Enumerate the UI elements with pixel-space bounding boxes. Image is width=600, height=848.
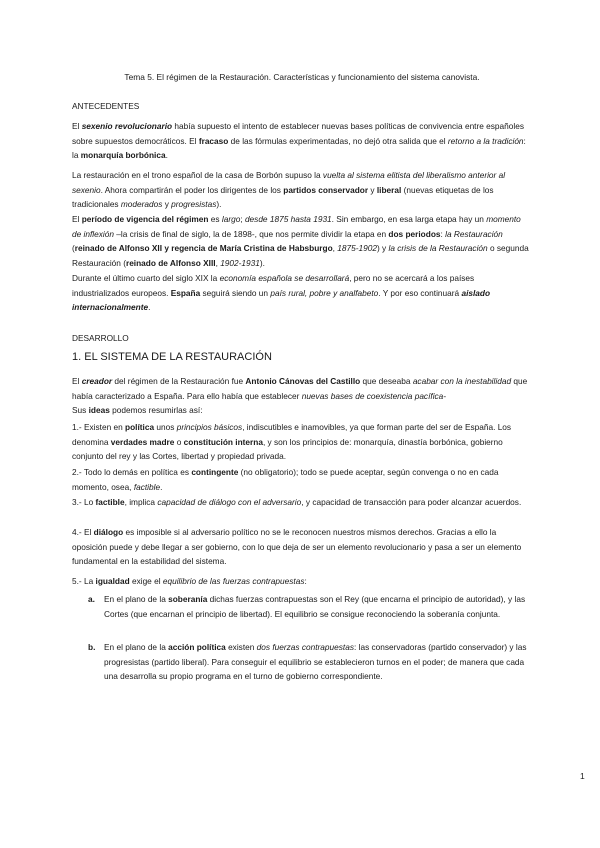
text-run: ). <box>216 199 222 210</box>
text-run: principios básicos <box>176 422 243 432</box>
text-run: El <box>72 214 82 224</box>
text-run: , y capacidad de transacción para poder alcanzar acuerdos. <box>301 497 522 507</box>
text-run: dichas fuerzas contrapuestas son el Rey (que encarna el principio de autoridad), y las Cortes (que encarnan el principio de libertad). El equilibrio se consigue reconociendo la soberanía conjunta. <box>104 594 526 619</box>
text-run: progresistas <box>171 199 217 210</box>
text-run: monarquía borbónica <box>80 150 166 161</box>
text-run: es <box>208 214 222 224</box>
paragraph <box>72 403 532 418</box>
text-run: igualdad <box>95 576 130 586</box>
text-run: 1902-1931 <box>220 257 260 268</box>
text-run: . Sin embargo, en esa larga etapa hay un <box>331 214 487 224</box>
text-run: 1.- Existen en <box>72 422 126 432</box>
text-run: y <box>162 199 172 210</box>
text-run: factible <box>133 481 161 492</box>
text-run: ( <box>72 243 75 254</box>
text-run: seguirá siendo un <box>200 287 271 298</box>
text-run: nuevas bases de coexistencia pacífica <box>301 390 444 401</box>
text-run: : <box>304 576 307 586</box>
text-run: (no obligatorio); todo se puede aceptar, según convenga o no en cada momento, osea, <box>72 467 499 492</box>
text-run: –la crisis de final de siglo, la de 1898-, que nos permite dividir la etapa en <box>113 228 389 239</box>
text-run: , <box>215 257 221 268</box>
list-text <box>104 640 532 684</box>
text-run: diálogo <box>93 527 124 537</box>
text-run: momento de inflexión <box>72 214 521 239</box>
text-run: Sus <box>72 405 89 415</box>
paragraph <box>72 465 532 494</box>
paragraph <box>72 495 532 510</box>
text-run: El <box>72 121 82 131</box>
paragraph <box>72 525 532 569</box>
text-run: sexenio revolucionario <box>81 121 173 131</box>
text-run: que deseaba <box>360 376 413 386</box>
text-run: creador <box>81 376 113 386</box>
paragraph <box>72 271 532 315</box>
text-run: reinado de Alfonso XII y regencia de María Cristina de Habsburgo <box>74 243 333 254</box>
text-run: liberal <box>376 184 402 195</box>
text-run: moderados <box>120 199 163 210</box>
text-run: 2.- Todo lo demás en política es <box>72 467 192 477</box>
text-run: largo <box>221 214 241 224</box>
antecedentes-heading: ANTECEDENTES <box>72 101 140 111</box>
text-run: El <box>72 376 82 386</box>
text-run: economía española se desarrollará <box>219 273 350 283</box>
text-run: ideas <box>88 405 110 415</box>
text-run: . <box>160 481 163 492</box>
text-run: acción política <box>168 642 226 652</box>
list-label: a. <box>88 594 95 604</box>
text-run: dos periodos <box>388 228 441 239</box>
text-run: unos <box>154 422 177 432</box>
text-run: existen <box>225 642 257 652</box>
text-run: contingente <box>191 467 239 477</box>
paragraph <box>72 574 532 589</box>
text-run: capacidad de diálogo con el adversario <box>157 497 302 507</box>
text-run: : la <box>72 135 526 161</box>
text-run: (nuevas etiquetas de los tradicionales <box>72 184 494 210</box>
text-run: , <box>332 243 338 254</box>
text-run: podemos resumirlas así: <box>109 405 203 415</box>
text-run: país rural, pobre y analfabeto <box>270 287 379 298</box>
text-run: ; <box>240 214 245 224</box>
text-run: , pero no se acercará a los países industrializados europeos. <box>72 273 475 298</box>
desarrollo-heading: DESARROLLO <box>72 333 129 343</box>
text-run: factible <box>95 497 125 507</box>
text-run: . <box>148 302 151 313</box>
text-run: que había caracterizado a España. Para ello había que establecer <box>72 376 528 401</box>
text-run: - <box>443 390 447 401</box>
document-title: Tema 5. El régimen de la Restauración. Características y funcionamiento del sistema canovista. <box>124 72 480 82</box>
text-run: ). <box>259 257 265 268</box>
text-run: , indiscutibles e inamovibles, ya que forman parte del ser de España. Los denomina <box>72 422 512 447</box>
paragraph <box>72 168 532 212</box>
text-run: la Restauración <box>445 228 503 239</box>
document-page <box>72 0 585 848</box>
text-run: o <box>174 436 184 447</box>
text-run: la crisis de la Restauración <box>388 243 488 254</box>
text-run: o segunda Restauración ( <box>72 243 529 268</box>
text-run: En el plano de la <box>104 642 169 652</box>
paragraph <box>72 420 532 464</box>
text-run: acabar con la inestabilidad <box>412 376 512 386</box>
text-run: ) y <box>376 243 389 254</box>
text-run: Durante el último cuarto del siglo XIX la <box>72 273 220 283</box>
text-run: verdades madre <box>110 436 175 447</box>
text-run: fracaso <box>198 135 229 146</box>
text-run: constitución interna <box>183 436 263 447</box>
text-run: exige el <box>129 576 163 586</box>
text-run: , implica <box>124 497 158 507</box>
text-run: equilibrio de las fuerzas contrapuestas <box>162 576 305 586</box>
text-run: había supuesto el intento de establecer nuevas bases políticas de convivencia entre españoles sobre supuestos democráticos. El <box>72 121 524 146</box>
text-run: : las conservadoras (partido conservador) y las progresistas (partido liberal). Para conseguir el equilibrio se establecieron turnos en el poder; de manera que cada una desarrolla su propio programa en el turno de gobierno correspondiente. <box>104 642 527 682</box>
text-run: y <box>368 184 377 195</box>
text-run: , y son los principios de: monarquía, dinastía borbónica, gobierno conjunto del rey y las Cortes, libertad y propiedad privada. <box>72 436 503 462</box>
text-run: vuelta al sistema elitista del liberalismo anterior al sexenio <box>72 170 506 195</box>
text-run: . <box>165 150 168 161</box>
text-run: 4.- El <box>72 527 94 537</box>
text-run: partidos conservador <box>283 184 369 195</box>
text-run: política <box>125 422 155 432</box>
paragraph <box>72 374 532 403</box>
list-text <box>104 592 532 621</box>
text-run: En el plano de la <box>104 594 169 604</box>
text-run: 3.- Lo <box>72 497 96 507</box>
paragraph <box>72 212 532 270</box>
text-run: aislado internacionalmente <box>72 287 491 313</box>
text-run: del régimen de la Restauración fue <box>112 376 246 386</box>
text-run: de las fórmulas experimentadas, no dejó otra salida que el <box>228 135 448 146</box>
text-run: España <box>170 287 201 298</box>
list-label: b. <box>88 642 96 652</box>
text-run: . Ahora compartirán el poder los dirigentes de los <box>100 184 284 195</box>
text-run: es imposible si al adversario político no se le reconocen nuestros mismos derechos. Gracias a ello la oposición puede y debe llegar a ser gobierno, con lo que deja de ser un elemento revolucionario y pasa a ser un elemento fundamental en la estabilidad del sistema. <box>72 527 522 567</box>
page-number: 1 <box>580 771 585 781</box>
paragraph <box>72 119 532 163</box>
text-run: reinado de Alfonso XIII <box>125 257 216 268</box>
text-run: dos fuerzas contrapuestas <box>256 642 354 652</box>
text-run: soberanía <box>168 594 208 604</box>
text-run: retorno a la tradición <box>447 135 524 146</box>
section-heading: 1. EL SISTEMA DE LA RESTAURACIÓN <box>72 351 272 363</box>
text-run: : <box>440 228 446 239</box>
text-run: desde 1875 hasta 1931 <box>244 214 332 224</box>
text-run: . Y por eso continuará <box>378 287 462 298</box>
text-run: 5.- La <box>72 576 96 586</box>
text-run: período de vigencia del régimen <box>81 214 209 224</box>
text-run: 1875-1902 <box>337 243 377 254</box>
text-run: Antonio Cánovas del Castillo <box>245 376 361 386</box>
text-run: La restauración en el trono español de la casa de Borbón supuso la <box>72 170 323 180</box>
